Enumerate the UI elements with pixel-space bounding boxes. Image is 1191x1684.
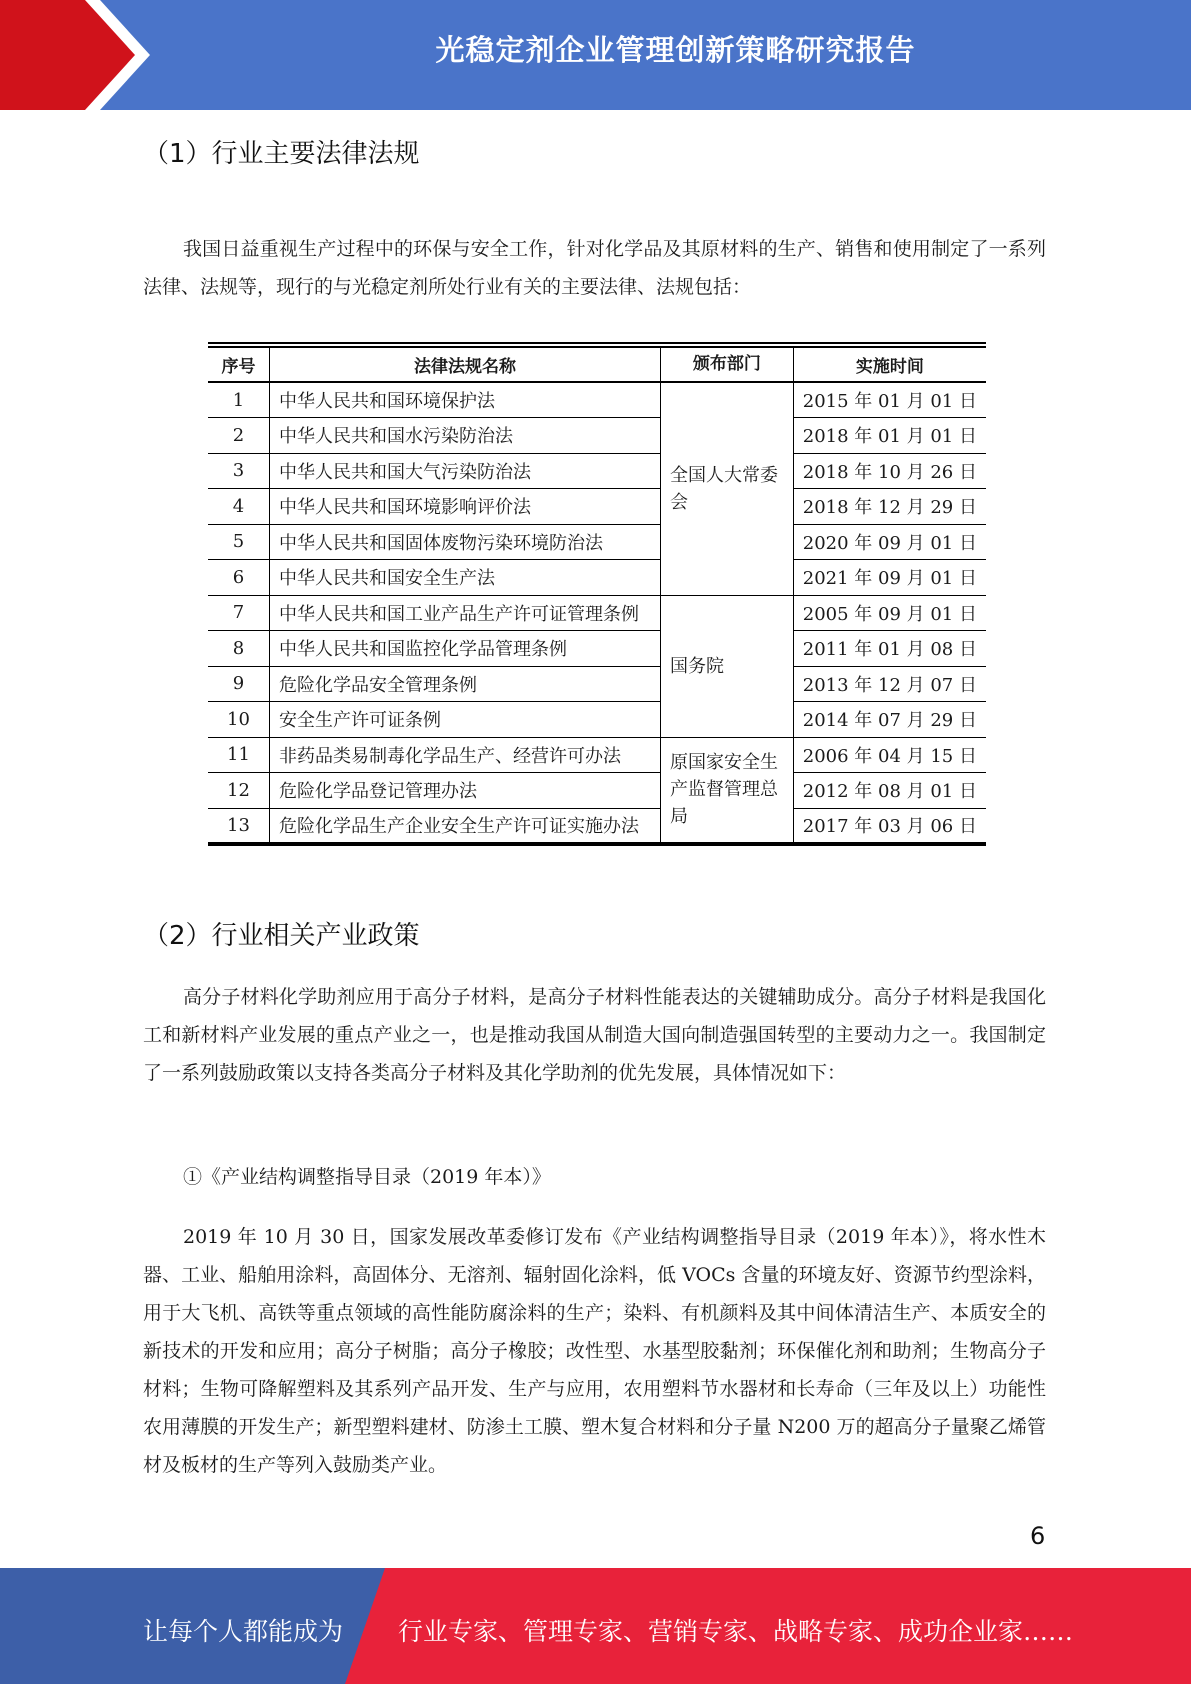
table-row	[208, 666, 986, 702]
laws-table	[208, 342, 986, 846]
header-red-chevron	[0, 0, 150, 110]
row-date: 2006 年 04 月 15 日	[793, 737, 986, 773]
row-no: 11	[208, 737, 270, 773]
report-title: 光稳定剂企业管理创新策略研究报告	[435, 33, 916, 67]
row-date: 2018 年 12 月 29 日	[793, 489, 986, 525]
row-no: 7	[208, 595, 270, 631]
page-header	[0, 0, 1191, 110]
section-heading-policies: （2）行业相关产业政策	[143, 921, 420, 951]
row-name: 危险化学品安全管理条例	[270, 666, 661, 702]
row-name: 中华人民共和国监控化学品管理条例	[270, 631, 661, 667]
section-heading-laws: （1）行业主要法律法规	[143, 139, 420, 169]
row-no: 8	[208, 631, 270, 667]
row-date: 2005 年 09 月 01 日	[793, 595, 986, 631]
row-name: 危险化学品生产企业安全生产许可证实施办法	[270, 808, 661, 844]
row-name: 中华人民共和国工业产品生产许可证管理条例	[270, 595, 661, 631]
header-dept: 颁布部门	[661, 345, 794, 382]
policy-item-body: 2019 年 10 月 30 日，国家发展改革委修订发布《产业结构调整指导目录（2019 年本）》，将水性木器、工业、船舶用涂料，高固体分、无溶剂、辐射固化涂料，低 VOCs 含量的环境友好、资源节约型涂料，用于大飞机、高铁等重点领域的高性能防腐涂料的生产；染料、有机颜料及其中间体清洁生产、本质安全的新技术的开发和应用；高分子树脂；高分子橡胶；改性型、水基型胶黏剂；环保催化剂和助剂；生物高分子材料；生物可降解塑料及其系列产品开发、生产与应用，农用塑料节水器材和长寿命（三年及以上）功能性农用薄膜的开发生产；新型塑料建材、防渗土工膜、塑木复合材料和分子量 N200 万的超高分子量聚乙烯管材及板材的生产等列入鼓励类产业。	[143, 1226, 1046, 1476]
row-date: 2015 年 01 月 01 日	[793, 382, 986, 418]
row-no: 10	[208, 702, 270, 738]
row-date: 2018 年 10 月 26 日	[793, 453, 986, 489]
table-row	[208, 737, 986, 773]
row-no: 6	[208, 560, 270, 596]
row-no: 9	[208, 666, 270, 702]
row-no: 12	[208, 773, 270, 809]
table-header-row	[208, 345, 986, 382]
header-date: 实施时间	[793, 345, 986, 382]
table-row	[208, 595, 986, 631]
row-no: 2	[208, 418, 270, 454]
table-row	[208, 808, 986, 844]
row-no: 13	[208, 808, 270, 844]
footer-slogan-left: 让每个人都能成为	[143, 1617, 344, 1646]
page-number: 6	[1030, 1522, 1046, 1550]
policy-item-title: ①《产业结构调整指导目录（2019 年本）》	[183, 1166, 551, 1188]
row-date: 2017 年 03 月 06 日	[793, 808, 986, 844]
row-date: 2014 年 07 月 29 日	[793, 702, 986, 738]
table-row	[208, 773, 986, 809]
row-name: 中华人民共和国安全生产法	[270, 560, 661, 596]
row-name: 中华人民共和国环境保护法	[270, 382, 661, 418]
header-name: 法律法规名称	[270, 345, 661, 382]
dept-cell: 国务院	[661, 595, 794, 737]
row-name: 中华人民共和国环境影响评价法	[270, 489, 661, 525]
row-date: 2011 年 01 月 08 日	[793, 631, 986, 667]
page-footer	[0, 1568, 1191, 1684]
table-row	[208, 453, 986, 489]
row-no: 5	[208, 524, 270, 560]
row-date: 2012 年 08 月 01 日	[793, 773, 986, 809]
footer-slogan-right: 行业专家、管理专家、营销专家、战略专家、成功企业家……	[398, 1617, 1074, 1646]
table-row	[208, 560, 986, 596]
table-row	[208, 489, 986, 525]
table-row	[208, 524, 986, 560]
row-no: 4	[208, 489, 270, 525]
row-name: 中华人民共和国大气污染防治法	[270, 453, 661, 489]
table-row	[208, 702, 986, 738]
policies-intro-paragraph: 高分子材料化学助剂应用于高分子材料，是高分子材料性能表达的关键辅助成分。高分子材料是我国化工和新材料产业发展的重点产业之一，也是推动我国从制造大国向制造强国转型的主要动力之一。我国制定了一系列鼓励政策以支持各类高分子材料及其化学助剂的优先发展，具体情况如下：	[143, 986, 1046, 1084]
row-date: 2020 年 09 月 01 日	[793, 524, 986, 560]
table-row	[208, 382, 986, 418]
row-name: 中华人民共和国固体废物污染环境防治法	[270, 524, 661, 560]
laws-intro-paragraph: 我国日益重视生产过程中的环保与安全工作，针对化学品及其原材料的生产、销售和使用制定了一系列法律、法规等，现行的与光稳定剂所处行业有关的主要法律、法规包括：	[143, 238, 1046, 298]
dept-cell: 全国人大常委会	[661, 382, 794, 595]
row-name: 危险化学品登记管理办法	[270, 773, 661, 809]
row-no: 1	[208, 382, 270, 418]
row-name: 安全生产许可证条例	[270, 702, 661, 738]
row-name: 非药品类易制毒化学品生产、经营许可办法	[270, 737, 661, 773]
row-date: 2013 年 12 月 07 日	[793, 666, 986, 702]
row-name: 中华人民共和国水污染防治法	[270, 418, 661, 454]
header-no: 序号	[208, 345, 270, 382]
table-row	[208, 418, 986, 454]
table-row	[208, 631, 986, 667]
dept-cell: 原国家安全生产监督管理总局	[661, 737, 794, 844]
row-date: 2021 年 09 月 01 日	[793, 560, 986, 596]
row-date: 2018 年 01 月 01 日	[793, 418, 986, 454]
row-no: 3	[208, 453, 270, 489]
